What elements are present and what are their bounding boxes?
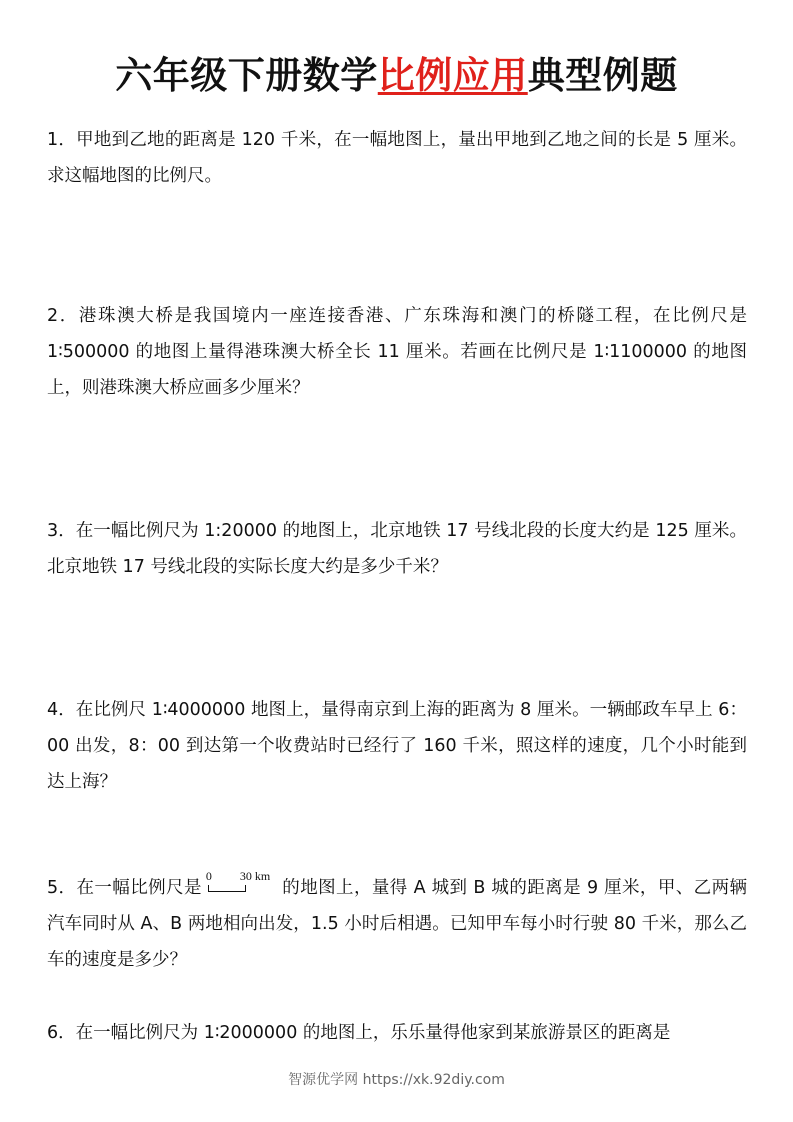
question-text-before: 5．在一幅比例尺是 bbox=[47, 878, 202, 898]
question-text: 2．港珠澳大桥是我国境内一座连接香港、广东珠海和澳门的桥隧工程，在比例尺是 1∶500000 的地图上量得港珠澳大桥全长 11 厘米。若画在比例尺是 1∶1100000 的地图上，则港珠澳大桥应画多少厘米？ bbox=[47, 306, 747, 398]
page-title bbox=[0, 52, 793, 100]
line-scale-figure bbox=[202, 869, 282, 895]
question-3 bbox=[47, 513, 747, 585]
footer-watermark: 智源优学网 https://xk.92diy.com bbox=[288, 1072, 505, 1088]
title-prefix: 六年级下册数学 bbox=[115, 54, 378, 97]
scale-zero-label: 0 bbox=[205, 869, 212, 883]
title-suffix: 典型例题 bbox=[527, 54, 678, 97]
question-text: 3．在一幅比例尺为 1:20000 的地图上，北京地铁 17 号线北段的长度大约是 125 厘米。北京地铁 17 号线北段的实际长度大约是多少千米？ bbox=[47, 521, 747, 577]
question-5 bbox=[47, 870, 747, 978]
scale-bar bbox=[208, 885, 246, 892]
question-text-after: 的地图上，量得 A 城到 B 城的距离是 9 厘米，甲、乙两辆汽车同时从 A、B 两地相向出发，1.5 小时后相遇。已知甲车每小时行驶 80 千米，那么乙车的速度是多少？ bbox=[47, 878, 747, 970]
title-highlight: 比例应用 bbox=[377, 54, 528, 97]
question-text bbox=[47, 870, 747, 978]
question-1 bbox=[47, 122, 747, 194]
question-4 bbox=[47, 692, 747, 800]
question-text: 6．在一幅比例尺为 1∶2000000 的地图上，乐乐量得他家到某旅游景区的距离是 bbox=[47, 1023, 671, 1043]
scale-end-label: 30 km bbox=[239, 869, 271, 883]
question-text: 4．在比例尺 1∶4000000 地图上，量得南京到上海的距离为 8 厘米。一辆邮政车早上 6：00 出发，8：00 到达第一个收费站时已经行了 160 千米，照这样的速度，几个小时能到达上海？ bbox=[47, 700, 747, 792]
question-2 bbox=[47, 298, 747, 406]
question-text: 1．甲地到乙地的距离是 120 千米，在一幅地图上，量出甲地到乙地之间的长是 5 厘米。求这幅地图的比例尺。 bbox=[47, 130, 747, 186]
question-6 bbox=[47, 1015, 747, 1051]
